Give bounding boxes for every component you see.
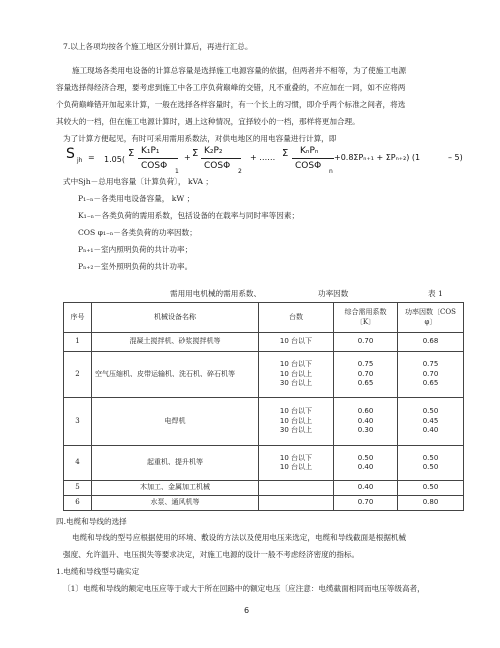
table-caption-no: 表 1 xyxy=(428,289,443,298)
cell-k: 0.70 xyxy=(334,496,398,511)
count-line: 10 台以下 xyxy=(279,407,313,416)
header-cos: 功率因数〔COS φ〕 xyxy=(398,303,464,333)
count-line: 10 台以上 xyxy=(279,416,313,425)
formula-tn-num: KₙPₙ xyxy=(300,146,319,156)
k-line: 0.70 xyxy=(357,369,374,378)
cos-line: 0.50 xyxy=(422,407,439,416)
k-line: 0.30 xyxy=(357,426,374,435)
table-row xyxy=(64,398,464,446)
formula-t2-den-sub: 2 xyxy=(238,168,242,175)
table-row xyxy=(64,446,464,481)
formula-lhs: S xyxy=(66,146,75,162)
count-line: 10 台以下 xyxy=(279,360,313,369)
cell-name: 水泵、通风机等 xyxy=(92,496,259,511)
body-line: 其较大的一档，但在施工电源计算时，遇上这种情况，宜择较小的一档，那样将更加合理。 xyxy=(56,117,360,126)
formula-t1-den-sub: 1 xyxy=(175,168,179,175)
cell-k: 0.70 xyxy=(334,333,398,352)
def-line: P₁₋ₙ－各类用电设备容量， kW ； xyxy=(78,194,195,203)
def-line: COS φ₁₋ₙ－各类负荷的功率因数； xyxy=(78,228,197,237)
k-line: 0.60 xyxy=(357,407,374,416)
formula-t1-num: K₁P₁ xyxy=(141,146,160,156)
cell-cos xyxy=(398,446,464,481)
table-row xyxy=(64,352,464,398)
cos-line: 0.65 xyxy=(422,379,439,388)
k-line: 0.40 xyxy=(357,463,374,471)
def-line: K₁₋ₙ－各类负荷的需用系数，包括设备的在载率与同时率等因素； xyxy=(78,211,300,220)
def-line: 式中Sjh－总用电容量〔计算负荷〕， kVA ； xyxy=(63,177,214,186)
cell-count xyxy=(259,446,334,481)
k-line: 0.40 xyxy=(357,416,374,425)
count-line: 30 台以上 xyxy=(279,426,313,435)
table-caption: 需用用电机械的需用系数、 xyxy=(170,289,262,298)
cos-line: 0.50 xyxy=(422,453,439,462)
formula-eqno: – 5) xyxy=(448,153,463,162)
k-line: 0.75 xyxy=(357,360,374,369)
cell-name: 空气压缩机、皮带运输机、洗石机、碎石机等 xyxy=(92,352,259,398)
formula xyxy=(0,0,500,200)
body-line: 个负荷巅峰错开加起来计算，一般在选择各样容量时，有一个长上的习惯，即介乎两个标准之间者，将选 xyxy=(56,100,406,109)
formula-tn-den: COSΦ xyxy=(295,161,322,171)
k-line: 0.50 xyxy=(357,453,374,462)
cell-no: 3 xyxy=(64,398,92,446)
table-row xyxy=(64,333,464,352)
body-line: 容量选择得经济合理，要考虑到施工中各工序负荷巅峰的交错，凡不重叠的，不应加在一同，如不应将两 xyxy=(56,83,406,92)
cell-no: 6 xyxy=(64,496,92,511)
formula-tail: +0.8ΣPₙ₊₁ + ΣPₙ₊₂) (1 xyxy=(334,153,421,162)
count-line: 30 台以上 xyxy=(279,379,313,388)
cell-no: 5 xyxy=(64,481,92,496)
subsection-heading: 1.电缆和导线型号确实定 xyxy=(56,567,140,576)
count-line: 10 台以上 xyxy=(279,369,313,378)
cell-cos xyxy=(398,352,464,398)
count-line: 10 台以下 xyxy=(279,453,313,462)
section-line: 强度、允许温升、电压损失等要求决定，对施工电源的设计一般不考虑经济密度的指标。 xyxy=(63,550,360,559)
table-row xyxy=(64,481,464,496)
cell-k: 0.40 xyxy=(334,481,398,496)
cell-no: 1 xyxy=(64,333,92,352)
sigma-n: Σ xyxy=(282,148,289,159)
cell-count xyxy=(259,398,334,446)
cell-name: 木加工、金属加工机械 xyxy=(92,481,259,496)
sigma-2: Σ xyxy=(192,148,199,159)
cell-cos: 0.80 xyxy=(398,496,464,511)
body-line: 施工现场各类用电设备的计算总容量是选择施工电源容量的依据，但两者并不相等，为了使施工电源 xyxy=(72,66,407,75)
formula-dots: + …… xyxy=(250,153,276,162)
formula-t2-num: K₂P₂ xyxy=(204,146,223,156)
cos-line: 0.40 xyxy=(422,426,439,435)
cos-line: 0.45 xyxy=(422,416,439,425)
para7: 7.以上各项均按各个施工地区分别计算后，再进行汇总。 xyxy=(63,42,253,51)
fraction-bar xyxy=(201,158,241,159)
table-header-row xyxy=(64,303,464,333)
count-line: 10 台以上 xyxy=(279,463,313,471)
cos-line: 0.50 xyxy=(422,463,439,471)
cell-name: 混凝土搅拌机、砂浆搅拌机等 xyxy=(92,333,259,352)
header-count: 台数 xyxy=(259,303,334,333)
cell-cos: 0.68 xyxy=(398,333,464,352)
cell-no: 2 xyxy=(64,352,92,398)
section-line: 电缆和导线的型号应根据使用的环境、敷设的方法以及使用电压来选定，电缆和导线截面是根据机械 xyxy=(72,533,407,542)
subsection-line: 〔1〕电缆和导线的额定电压应等于或大于所在回路中的额定电压〔应注意：电缆截面相同而电压等级高者， xyxy=(63,584,425,593)
sigma-1: Σ xyxy=(128,148,135,159)
k-line: 0.65 xyxy=(357,379,374,388)
formula-eq: = xyxy=(88,153,95,162)
cell-count xyxy=(259,352,334,398)
header-no: 序号 xyxy=(64,303,92,333)
plus-1: + xyxy=(184,153,191,162)
formula-t1-den: COSΦ xyxy=(141,161,168,171)
formula-t2-den: COSΦ xyxy=(204,161,231,171)
formula-coef: 1.05( xyxy=(104,155,125,164)
table-caption-mid: 功率因数 xyxy=(318,289,349,298)
cos-line: 0.70 xyxy=(422,369,439,378)
table-row xyxy=(64,496,464,511)
cell-name: 起重机、提升机等 xyxy=(92,446,259,481)
cell-count: 10 台以下 xyxy=(259,333,334,352)
cos-line: 0.75 xyxy=(422,360,439,369)
cell-no: 4 xyxy=(64,446,92,481)
cell-count xyxy=(259,481,334,496)
cell-k xyxy=(334,446,398,481)
formula-tn-den-sub: n xyxy=(329,168,333,175)
section-heading: 四.电缆和导线的选择 xyxy=(56,517,127,526)
page-number: 6 xyxy=(244,606,250,615)
calc-intro: 为了计算方便起见，有时可采用需用系数法，对供电地区的用电容量进行计算，即 xyxy=(63,134,337,143)
header-name: 机械设备名称 xyxy=(92,303,259,333)
cell-k xyxy=(334,352,398,398)
cell-cos: 0.50 xyxy=(398,481,464,496)
header-k: 综合需用系数〔K〕 xyxy=(334,303,398,333)
fraction-bar xyxy=(138,158,178,159)
cell-count xyxy=(259,496,334,511)
cell-cos xyxy=(398,398,464,446)
cell-k xyxy=(334,398,398,446)
demand-factor-table xyxy=(63,302,464,511)
cell-name: 电焊机 xyxy=(92,398,259,446)
def-line: Pₙ₊₂－室外照明负荷的共计功率。 xyxy=(78,262,193,271)
def-line: Pₙ₊₁－室内照明负荷的共计功率； xyxy=(78,245,193,254)
formula-lhs-sub: jh xyxy=(77,157,83,164)
fraction-bar xyxy=(292,158,334,159)
